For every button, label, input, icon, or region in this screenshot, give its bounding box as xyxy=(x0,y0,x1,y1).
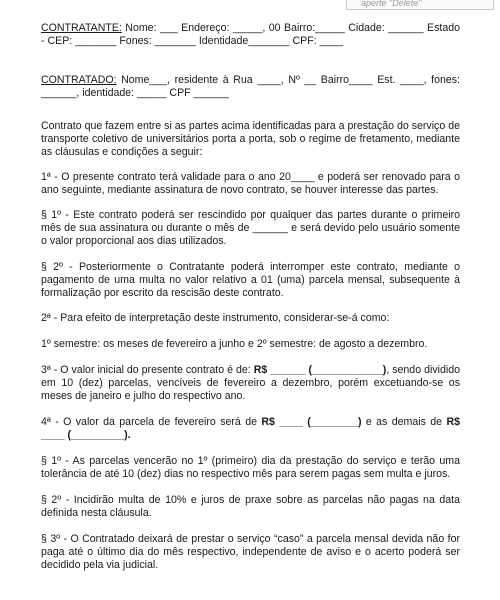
clause-1-paragraph-2: § 2º - Posteriormente o Contratante poderá interromper este contrato, mediante o pagamento de uma multa no valor relativo a 01 (uma) parcela mensal, subsequente à formalização por escrito da rescisão deste contrato. xyxy=(41,261,460,299)
contratado-fields: Nome___, residente à Rua ____, Nº __ Bairro____ Est. ____, fones: ______, identidade: _____ CPF ______ xyxy=(41,74,460,99)
intro-paragraph: Contrato que fazem entre si as partes acima identificadas para a prestação do serviço de transporte coletivo de universitários porta a porta, sob o regime de fretamento, mediante as cláusulas e condições a seguir: xyxy=(41,120,460,158)
clause-3-amount: R$ ______ (____________) xyxy=(253,364,387,376)
clause-2: 2ª - Para efeito de interpretação deste instrumento, considerar-se-á como: xyxy=(41,312,390,324)
contratante-label: CONTRATANTE: xyxy=(41,22,122,34)
contract-document xyxy=(41,22,460,572)
contratante-fields: Nome: ___ Endereço: _____, 00 Bairro:_____ Cidade: ______ Estado - CEP: _______ Fones: _______ Identidade_______ CPF: ____ xyxy=(41,22,460,47)
clause-4-paragraph-2: § 2º - Incidirão multa de 10% e juros de praxe sobre as parcelas não pagas na data definida nesta cláusula. xyxy=(41,494,460,519)
clause-1: 1ª - O presente contrato terá validade para o ano 20____ e poderá ser renovado para o ano seguinte, mediante assinatura de novo contrato, se houver interesse das partes. xyxy=(41,171,460,196)
clause-4-end: . xyxy=(127,429,131,441)
clause-4-amount-february: R$ ____ (________) xyxy=(261,416,362,428)
clause-4-text: 4ª - O valor da parcela de fevereiro será de xyxy=(41,416,262,428)
contratado-paragraph xyxy=(41,74,460,100)
clause-3 xyxy=(41,364,460,403)
clause-4-paragraph-3: § 3º - O Contratado deixará de prestar o serviço “caso” a parcela mensal devida não for paga até o último dia do mês respectivo, independente de aviso e o acerto poderá ser decidido pela via judicial. xyxy=(41,533,460,571)
clause-4-paragraph-1: § 1º - As parcelas vencerão no 1º (primeiro) dia da prestação do serviço e terão uma tolerância de até 10 (dez) dias no respectivo mês para serem pagas sem multa e juros. xyxy=(41,455,460,480)
contratado-label: CONTRATADO: xyxy=(41,74,117,86)
clause-4 xyxy=(41,416,460,442)
contratante-paragraph xyxy=(41,22,460,48)
clause-1-paragraph-1: § 1º - Este contrato poderá ser rescindido por qualquer das partes durante o primeiro mês de sua assinatura ou durante o mês de ______ e será devido pelo usuário somente o valor proporcional aos dias utilizados. xyxy=(41,209,460,247)
delete-hint-tab: aperte "Delete" xyxy=(346,0,494,10)
clause-3-rest: , sendo dividido em 10 (dez) parcelas, vencíveis de fevereiro a dezembro, porém excetuando-se os meses de janeiro e julho do respectivo ano. xyxy=(41,364,460,402)
clause-4-middle: e as demais de xyxy=(361,416,447,428)
semesters-definition: 1º semestre: os meses de fevereiro a junho e 2º semestre: de agosto a dezembro. xyxy=(41,338,428,350)
clause-4-amount-others: R$ ____ (_________) xyxy=(41,416,461,441)
clause-3-text: 3ª - O valor inicial do presente contrato é de: xyxy=(41,364,254,376)
